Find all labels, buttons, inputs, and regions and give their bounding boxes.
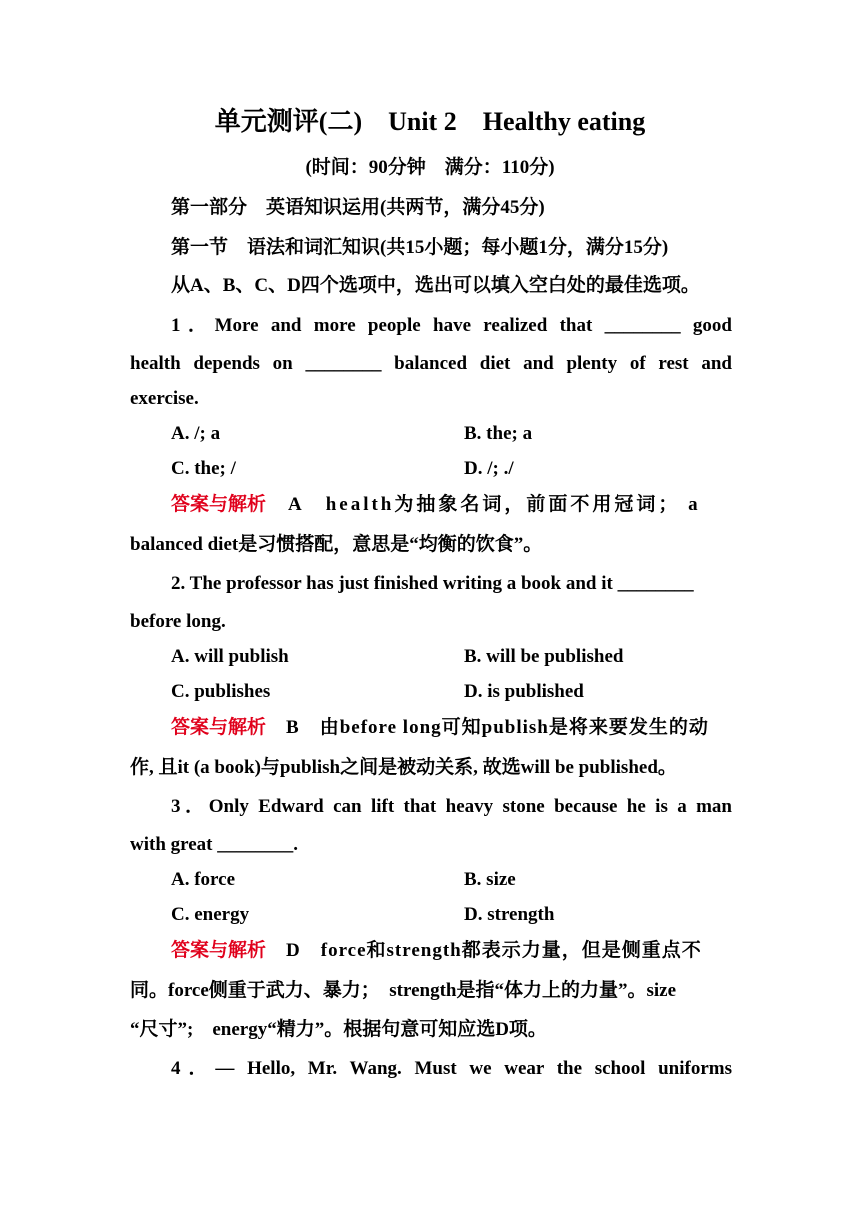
question-2-option-b: B. will be published bbox=[464, 646, 624, 667]
question-3-answer bbox=[171, 939, 732, 963]
question-1-line-2: health depends on ________ balanced diet and plenty of rest and bbox=[130, 353, 732, 374]
question-1-option-b: B. the; a bbox=[464, 423, 533, 444]
question-1-option-a: A. /; a bbox=[171, 423, 221, 444]
time-score-note: (时间：90分钟 满分：110分) bbox=[305, 157, 555, 178]
question-3-option-a: A. force bbox=[171, 869, 236, 890]
question-2-answer-line-1: B 由before long可知publish是将来要发生的动 bbox=[286, 717, 709, 738]
question-1-line-3: exercise. bbox=[130, 388, 199, 409]
question-3-answer-line-3: “尺寸”; energy“精力”。根据句意可知应选D项。 bbox=[130, 1019, 547, 1040]
question-1-answer-line-1: A health为抽象名词，前面不用冠词； a bbox=[288, 494, 701, 515]
question-2-answer bbox=[171, 716, 732, 740]
question-3-line-2: with great ________. bbox=[130, 834, 298, 855]
question-2-option-a: A. will publish bbox=[171, 646, 289, 667]
question-1-answer bbox=[171, 493, 732, 517]
question-3-answer-line-1: D force和strength都表示力量，但是侧重点不 bbox=[286, 940, 702, 961]
question-3-option-b: B. size bbox=[464, 869, 516, 890]
question-1-line-1: 1．More and more people have realized that ________ good bbox=[171, 315, 732, 336]
question-3-answer-line-2: 同。force侧重于武力、暴力； strength是指“体力上的力量”。size bbox=[130, 980, 677, 1001]
instruction: 从A、B、C、D四个选项中，选出可以填入空白处的最佳选项。 bbox=[171, 275, 700, 296]
question-2-answer-line-2: 作, 且it (a book)与publish之间是被动关系, 故选will be published。 bbox=[130, 757, 677, 778]
question-2-line-2: before long. bbox=[130, 611, 226, 632]
question-1-option-d: D. /; ./ bbox=[464, 458, 514, 479]
question-4-line-1: 4．— Hello, Mr. Wang. Must we wear the school uniforms bbox=[171, 1058, 732, 1079]
question-2-option-c: C. publishes bbox=[171, 681, 271, 702]
question-2-line-1: 2. The professor has just finished writing a book and it ________ bbox=[171, 573, 694, 594]
question-1-option-c: C. the; / bbox=[171, 458, 236, 479]
answer-label: 答案与解析 bbox=[171, 940, 267, 961]
page-title: 单元测评(二) Unit 2 Healthy eating bbox=[214, 107, 646, 136]
answer-label: 答案与解析 bbox=[171, 717, 267, 738]
section-heading: 第一节 语法和词汇知识(共15小题；每小题1分，满分15分) bbox=[171, 237, 669, 258]
answer-label: 答案与解析 bbox=[171, 494, 267, 515]
question-3-option-d: D. strength bbox=[464, 904, 555, 925]
part-heading: 第一部分 英语知识运用(共两节，满分45分) bbox=[171, 197, 545, 218]
question-3-option-c: C. energy bbox=[171, 904, 250, 925]
question-1-answer-line-2: balanced diet是习惯搭配，意思是“均衡的饮食”。 bbox=[130, 534, 543, 555]
question-2-option-d: D. is published bbox=[464, 681, 584, 702]
question-3-line-1: 3．Only Edward can lift that heavy stone because he is a man bbox=[171, 796, 732, 817]
